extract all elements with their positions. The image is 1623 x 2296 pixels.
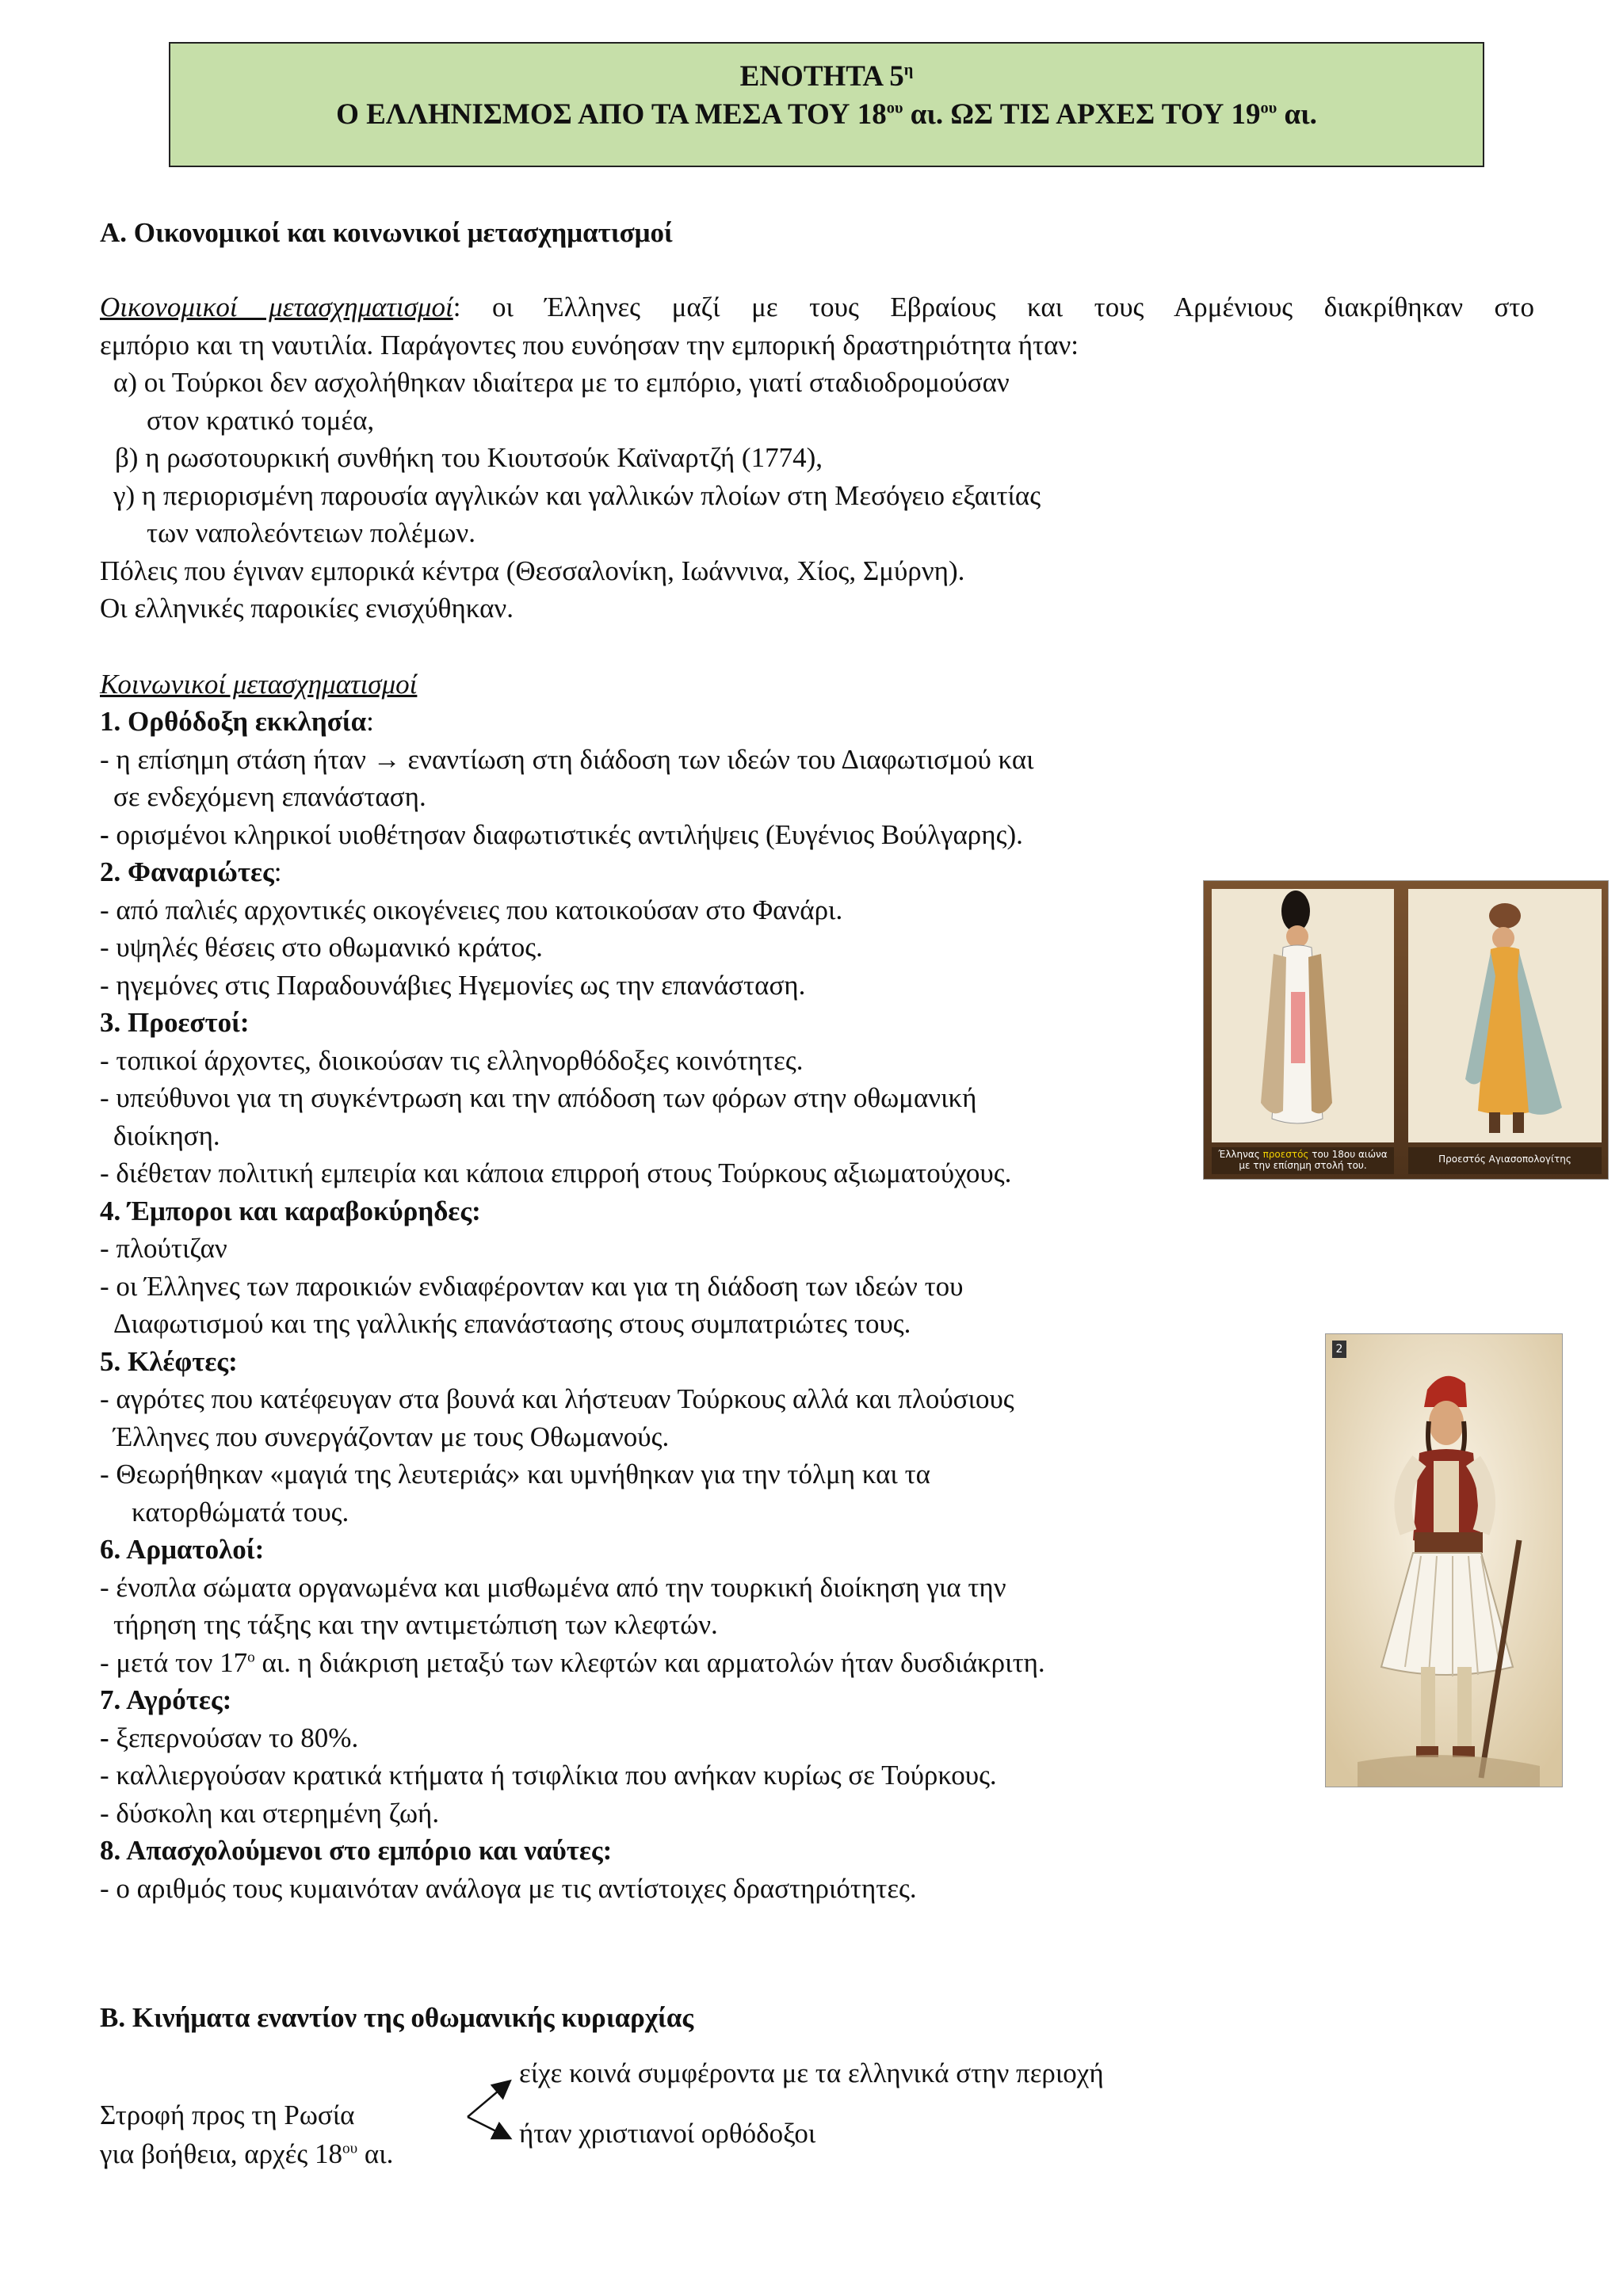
proestoi-caption-right: Προεστός Αγιασοπολογίτης (1438, 1154, 1571, 1165)
econ-factor-c: γ) η περιορισμένη παρουσία αγγλικών και γαλλικών πλοίων στη Μεσόγειο εξαιτίας (113, 480, 1041, 511)
unit-number: ΕΝΟΤΗΤΑ $5^\eta$ (739, 60, 914, 93)
s5-title: 5. Κλέφτες: (100, 1346, 238, 1377)
russia-turn-line1: Στροφή προς τη Ρωσία (100, 2100, 355, 2130)
s2-line2: - υψηλές θέσεις στο οθωμανικό κράτος. (100, 932, 543, 963)
econ-label: Οικονομικοί μετασχηματισμοί (100, 292, 453, 322)
s2-title: 2. Φαναριώτες: (100, 856, 282, 887)
s6-line2: τήρηση της τάξης και την αντιμετώπιση των κλεφτών. (113, 1609, 718, 1640)
econ-factor-a-cont: στον κρατικό τομέα, (147, 405, 375, 436)
s5-line2: Έλληνες που συνεργάζονταν με τους Οθωμανούς. (113, 1421, 670, 1452)
proestoi-illustration (1204, 881, 1609, 1180)
s2-line1: - από παλιές αρχοντικές οικογένειες που κατοικούσαν στο Φανάρι. (100, 894, 843, 925)
s7-line2: - καλλιεργούσαν κρατικά κτήματα ή τσιφλίκια που ανήκαν κυρίως σε Τούρκους. (100, 1760, 997, 1791)
s3-line4: - διέθεταν πολιτική εμπειρία και κάποια επιρροή στους Τούρκους αξιωματούχους. (100, 1158, 1012, 1188)
branch-top-text: είχε κοινά συμφέροντα με τα ελληνικά στην περιοχή (519, 2058, 1104, 2088)
s1-line2: σε ενδεχόμενη επανάσταση. (113, 781, 426, 812)
s2-line3: - ηγεμόνες στις Παραδουνάβιες Ηγεμονίες ως την επανάσταση. (100, 970, 806, 1001)
econ-factor-a: α) οι Τούρκοι δεν ασχολήθηκαν ιδιαίτερα με το εμπόριο, γιατί σταδιοδρομούσαν (113, 367, 1010, 398)
branch-bottom-text: ήταν χριστιανοί ορθόδοξοι (519, 2118, 816, 2149)
proestoi-caption-left: Έλληνας προεστός του 18ου αιώνα με την επίσημη στολή του. (1218, 1149, 1388, 1171)
s6-line3: - μετά τον $17^o$ αι. η διάκριση μεταξύ των κλεφτών και αρματολών ήταν δυσδιάκριτη. (100, 1647, 1045, 1678)
econ-cities: Πόλεις που έγιναν εμπορικά κέντρα (Θεσσαλονίκη, Ιωάννινα, Χίος, Σμύρνη). (100, 555, 965, 586)
klephtis-image (1325, 1333, 1563, 1787)
s6-line1: - ένοπλα σώματα οργανωμένα και μισθωμένα από την τουρκική διοίκηση για την (100, 1572, 1006, 1603)
branch-arrows (460, 2068, 523, 2147)
section-a-title: Α. Οικονομικοί και κοινωνικοί μετασχηματισμοί (100, 217, 673, 248)
s4-line1: - πλούτιζαν (100, 1233, 227, 1264)
econ-intro-line2: εμπόριο και τη ναυτιλία. Παράγοντες που ευνόησαν την εμπορική δραστηριότητα ήταν: (100, 330, 1079, 360)
s3-line1: - τοπικοί άρχοντες, διοικούσαν τις ελληνορθόδοξες κοινότητες. (100, 1045, 804, 1076)
s4-title: 4. Έμποροι και καραβοκύρηδες: (100, 1196, 481, 1226)
russia-turn-line2: για βοήθεια, αρχές $18^{o\upsilon}$ αι. (100, 2138, 394, 2169)
s5-line4: κατορθώματά τους. (132, 1497, 349, 1527)
s3-line3: διοίκηση. (113, 1120, 220, 1151)
s3-title: 3. Προεστοί: (100, 1007, 250, 1038)
s8-line1: - ο αριθμός τους κυμαινόταν ανάλογα με τις αντίστοιχες δραστηριότητες. (100, 1873, 917, 1904)
unit-header (169, 42, 1484, 167)
s5-line1: - αγρότες που κατέφευγαν στα βουνά και λήστευαν Τούρκους αλλά και πλούσιους (100, 1383, 1014, 1414)
klephtis-illustration (1326, 1334, 1563, 1787)
image-badge: 2 (1332, 1341, 1346, 1358)
unit-title: Ο ΕΛΛΗΝΙΣΜΟΣ ΑΠΟ ΤΑ ΜΕΣΑ ΤΟΥ $18^{o\upsilon}$ αι. ΩΣ ΤΙΣ ΑΡΧΕΣ ΤΟΥ $19^{o\upsilon}$ αι. (336, 98, 1317, 131)
s1-title: 1. Ορθόδοξη εκκλησία: (100, 706, 374, 737)
s4-line2: - οι Έλληνες των παροικιών ενδιαφέρονταν και για τη διάδοση των ιδεών του (100, 1271, 964, 1302)
proestoi-image (1203, 880, 1609, 1180)
s1-line3: - ορισμένοι κληρικοί υιοθέτησαν διαφωτιστικές αντιλήψεις (Ευγένιος Βούλγαρης). (100, 819, 1023, 850)
s1-line1: - η επίσημη στάση ήταν → εναντίωση στη διάδοση των ιδεών του Διαφωτισμού και (100, 744, 1034, 775)
econ-factor-b: β) η ρωσοτουρκική συνθήκη του Κιουτσούκ Καϊναρτζή (1774), (115, 442, 823, 473)
s7-line3: - δύσκολη και στερημένη ζωή. (100, 1798, 440, 1829)
s5-line3: - Θεωρήθηκαν «μαγιά της λευτεριάς» και υμνήθηκαν για την τόλμη και τα (100, 1459, 931, 1489)
s8-title: 8. Απασχολούμενοι στο εμπόριο και ναύτες: (100, 1835, 613, 1866)
s3-line2: - υπεύθυνοι για τη συγκέντρωση και την απόδοση των φόρων στην οθωμανική (100, 1082, 977, 1113)
s7-line1: - ξεπερνούσαν το 80%. (100, 1722, 359, 1753)
econ-factor-c-cont: των ναπολεόντειων πολέμων. (147, 517, 476, 548)
econ-colonies: Οι ελληνικές παροικίες ενισχύθηκαν. (100, 593, 514, 624)
s6-title: 6. Αρματολοί: (100, 1534, 265, 1565)
section-b-title: Β. Κινήματα εναντίον της οθωμανικής κυριαρχίας (100, 2002, 694, 2033)
social-label: Κοινωνικοί μετασχηματισμοί (100, 669, 418, 700)
econ-intro-line1: Οικονομικοί μετασχηματισμοί: οι Έλληνες μαζί με τους Εβραίους και τους Αρμένιους διακρίθηκαν στο (100, 292, 1534, 322)
s7-title: 7. Αγρότες: (100, 1684, 232, 1715)
s4-line3: Διαφωτισμού και της γαλλικής επανάστασης στους συμπατριώτες τους. (113, 1308, 911, 1339)
